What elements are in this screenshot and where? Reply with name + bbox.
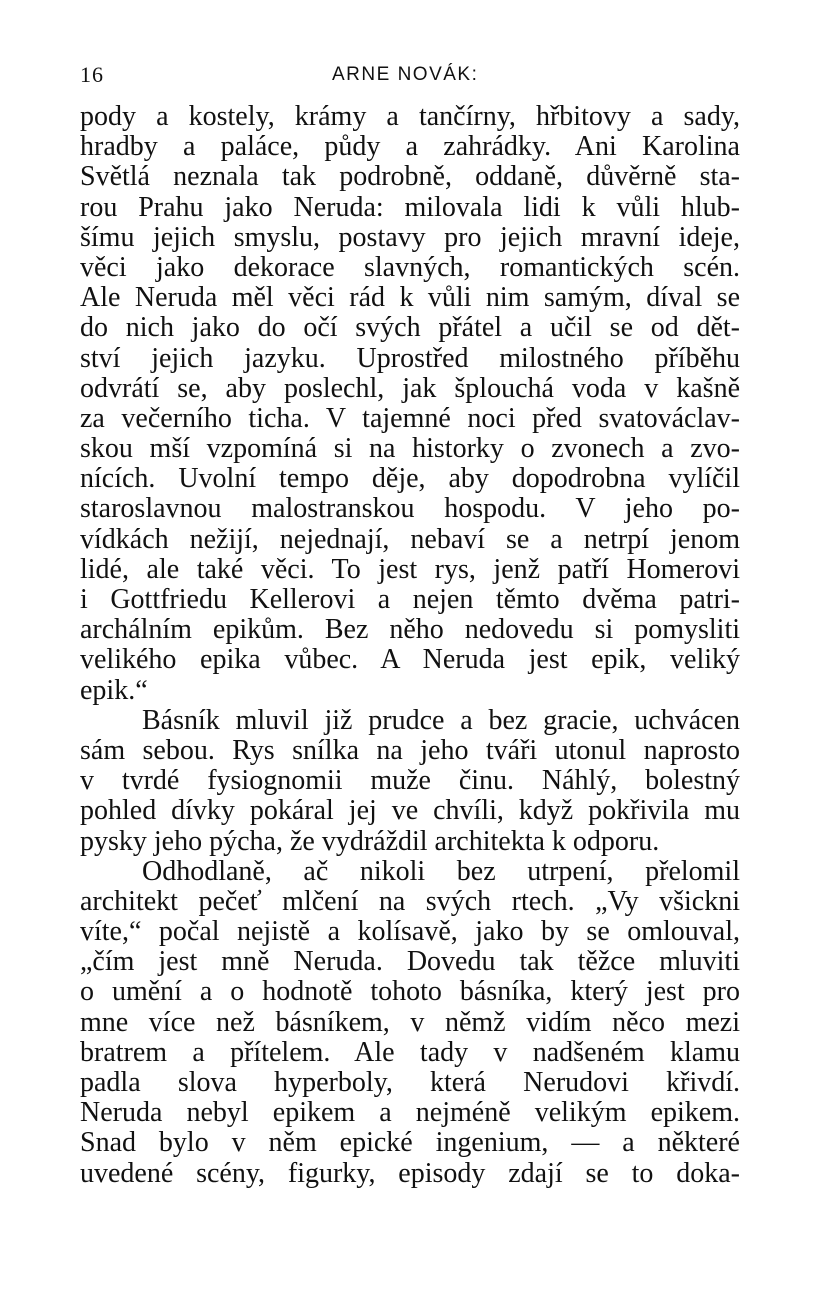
text-line: odvrátí se, aby poslechl, jak šplouchá voda v kašně (80, 373, 740, 404)
text-line: do nich jako do očí svých přátel a učil se od dět- (80, 313, 740, 344)
text-line: pody a kostely, krámy a tančírny, hřbitovy a sady, (80, 102, 740, 132)
page-number: 16 (80, 62, 104, 87)
text-line: hradby a paláce, půdy a zahrádky. Ani Karolina (80, 132, 740, 163)
text-line: víte,“ počal nejistě a kolísavě, jako by se omlouval, (80, 917, 740, 948)
text-line: sám sebou. Rys snílka na jeho tváři utonul naprosto (80, 735, 740, 766)
text-line: o umění a o hodnotě tohoto básníka, který jest pro (80, 977, 740, 1008)
text-line: bratrem a přítelem. Ale tady v nadšeném klamu (80, 1037, 740, 1068)
text-line: Světlá neznala tak podrobně, oddaně, důvěrně sta- (80, 162, 740, 193)
text-line: staroslavnou malostranskou hospodu. V jeho po- (80, 494, 740, 525)
text-line: pohled dívky pokáral jej ve chvíli, když pokřivila mu (80, 796, 740, 827)
text-line: archálním epikům. Bez něho nedovedu si pomysliti (80, 615, 740, 646)
text-line: mne více než básníkem, v němž vidím něco mezi (80, 1007, 740, 1038)
body-text (80, 102, 740, 1189)
text-line: lidé, ale také věci. To jest rys, jenž patří Homerovi (80, 554, 740, 585)
text-line: za večerního ticha. V tajemné noci před svatováclav- (80, 403, 740, 434)
text-line: v tvrdé fysiognomii muže činu. Náhlý, bolestný (80, 766, 740, 797)
paragraph-start-line: Básník mluvil již prudce a bez gracie, uchvácen (142, 705, 740, 736)
text-line: Ale Neruda měl věci rád k vůli nim samým, díval se (80, 283, 740, 314)
text-line: ství jejich jazyku. Uprostřed milostného příběhu (80, 343, 740, 374)
text-line: rou Prahu jako Neruda: milovala lidi k vůli hlub- (80, 192, 740, 223)
running-head: ARNE NOVÁK: (332, 64, 479, 85)
page-header (80, 62, 740, 92)
text-line: nících. Uvolní tempo děje, aby dopodrobna vylíčil (80, 464, 740, 495)
text-line: velikého epika vůbec. A Neruda jest epik, veliký (80, 645, 740, 676)
text-line: Neruda nebyl epikem a nejméně velikým epikem. (80, 1098, 740, 1129)
text-line: uvedené scény, figurky, episody zdají se to doka- (80, 1158, 740, 1189)
paragraph-end-line: pysky jeho pýcha, že vydráždil architekta k odporu. (80, 826, 660, 857)
text-line: „čím jest mně Neruda. Dovedu tak těžce mluviti (80, 947, 740, 978)
text-line: padla slova hyperboly, která Nerudovi křivdí. (80, 1068, 740, 1098)
text-line: šímu jejich smyslu, postavy pro jejich mravní ideje, (80, 222, 740, 253)
text-line: Snad bylo v něm epické ingenium, — a některé (80, 1128, 740, 1159)
text-line: skou mší vzpomíná si na historky o zvonech a zvo- (80, 434, 740, 465)
text-line: vídkách nežijí, nejednají, nebaví se a netrpí jenom (80, 524, 740, 555)
text-line: i Gottfriedu Kellerovi a nejen těmto dvěma patri- (80, 585, 740, 615)
text-line: architekt pečeť mlčení na svých rtech. „Vy všickni (80, 886, 740, 917)
text-line: věci jako dekorace slavných, romantických scén. (80, 252, 740, 283)
paragraph-start-line: Odhodlaně, ač nikoli bez utrpení, přelomil (142, 856, 740, 887)
paragraph-end-line: epik.“ (80, 675, 148, 706)
